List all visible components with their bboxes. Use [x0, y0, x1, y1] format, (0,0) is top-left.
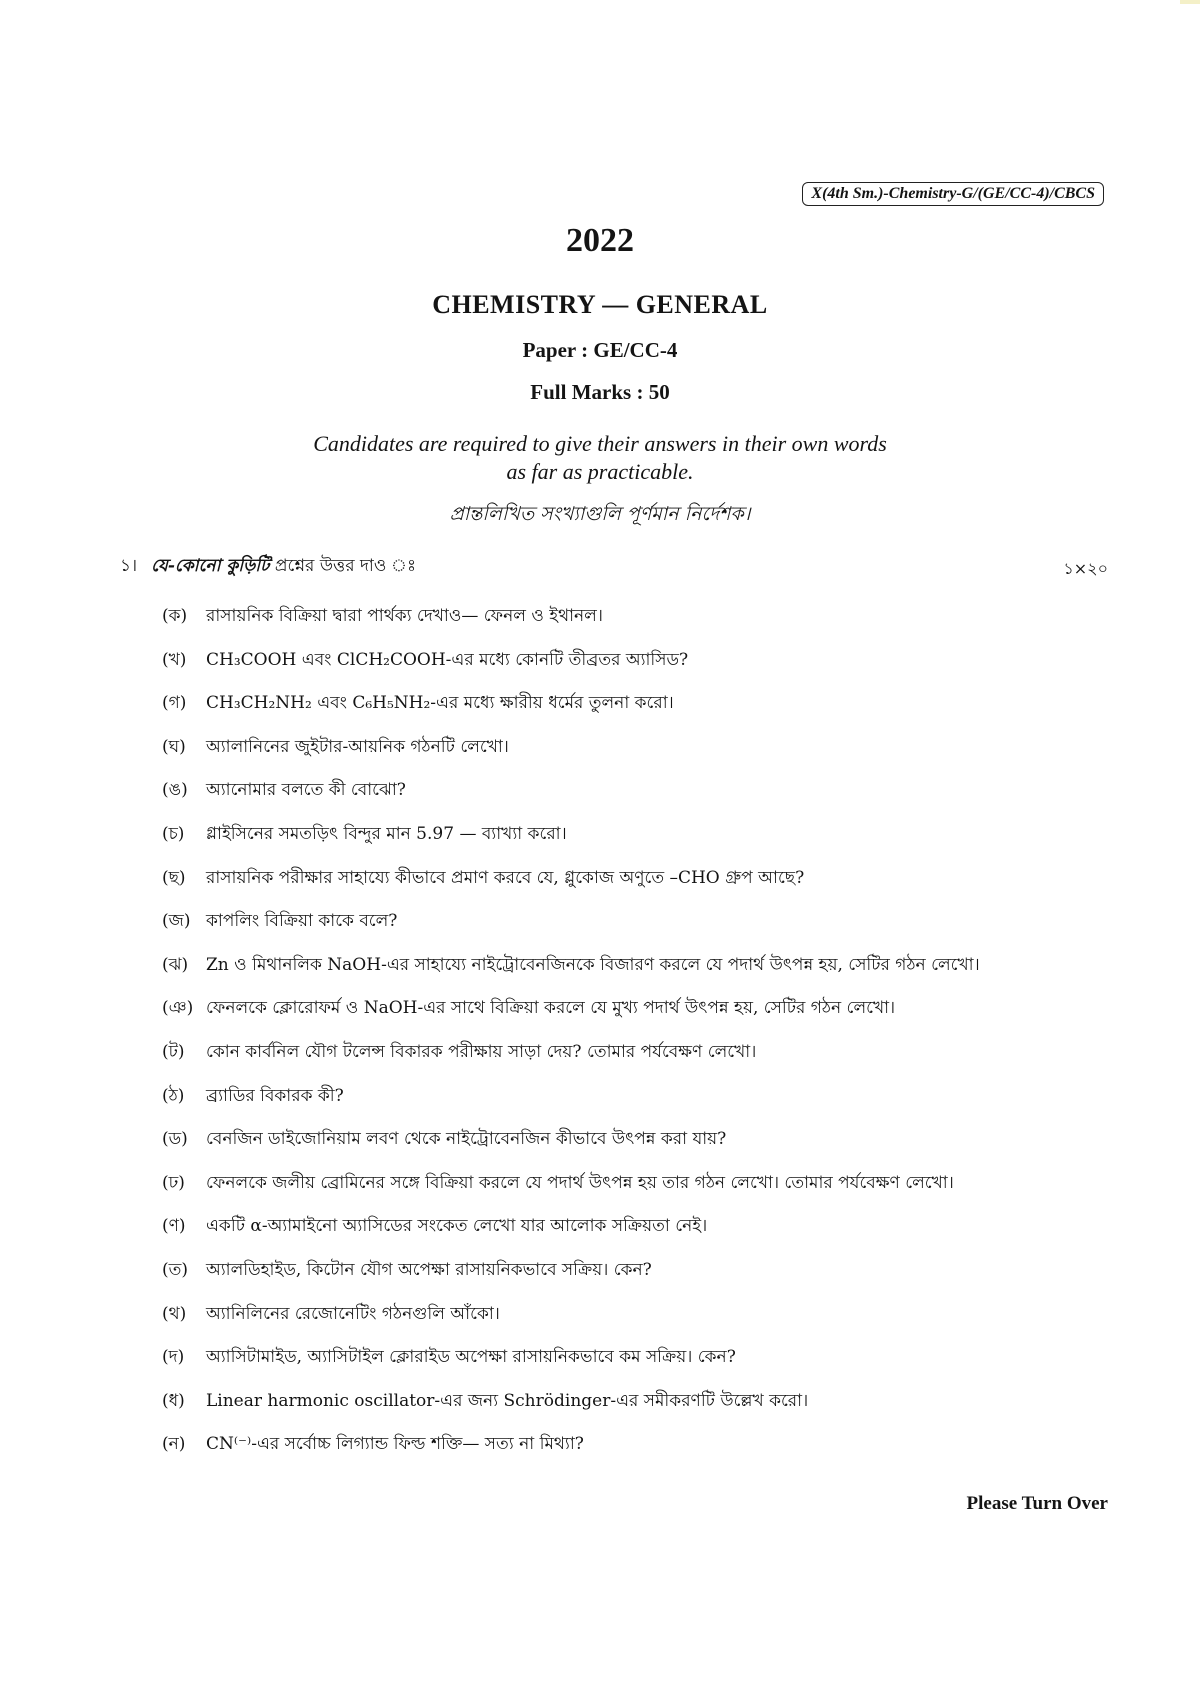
question-item-label: (চ) — [162, 824, 185, 844]
question-item — [162, 778, 406, 802]
question-item — [162, 691, 674, 715]
question-item — [162, 1214, 707, 1238]
question-item-label: (থ) — [162, 1304, 187, 1324]
instruction-line-2: as far as practicable. — [506, 459, 694, 484]
question-item-label: (ড) — [162, 1129, 188, 1149]
please-turn-over: Please Turn Over — [966, 1493, 1108, 1514]
paper-code-box: X(4th Sm.)-Chemistry-G/(GE/CC-4)/CBCS — [802, 182, 1104, 206]
question-item-text: কোন কার্বনিল যৌগ টলেন্স বিকারক পরীক্ষায় সাড়া দেয়? তোমার পর্যবেক্ষণ লেখো। — [206, 1042, 757, 1062]
scan-corner-mark — [1180, 0, 1200, 4]
question-item-label: (গ) — [162, 693, 187, 713]
question-item-text: অ্যানোমার বলতে কী বোঝো? — [206, 780, 406, 800]
question-item-label: (ন) — [162, 1434, 186, 1454]
question-item — [162, 1345, 736, 1369]
question-heading — [120, 553, 416, 581]
question-item — [162, 1171, 954, 1195]
question-item — [162, 648, 688, 672]
question-item — [162, 604, 603, 628]
question-item-label: (ঠ) — [162, 1086, 185, 1106]
question-item — [162, 1127, 726, 1151]
question-marks: ১×২০ — [1063, 559, 1108, 578]
question-prompt: প্রশ্নের উত্তর দাও ঃ — [269, 556, 417, 576]
subject-title: CHEMISTRY — GENERAL — [432, 290, 768, 319]
question-item-label: (ঝ) — [162, 955, 189, 975]
question-item-text: কাপলিং বিক্রিয়া কাকে বলে? — [206, 911, 398, 931]
question-item — [162, 1302, 500, 1326]
question-number: ১। — [120, 556, 138, 576]
exam-year: 2022 — [566, 222, 634, 259]
question-item-label: (ত) — [162, 1260, 189, 1280]
question-item-label: (ঢ) — [162, 1173, 185, 1193]
question-item-label: (খ) — [162, 650, 187, 670]
question-item-text: CN⁽⁻⁾-এর সর্বোচ্চ লিগ্যান্ড ফিল্ড শক্তি— সত্য না মিথ্যা? — [206, 1434, 584, 1454]
question-item-text: গ্লাইসিনের সমতড়িৎ বিন্দুর মান 5.97 — ব্যাখ্যা করো। — [206, 824, 567, 844]
question-item-text: CH₃COOH এবং ClCH₂COOH-এর মধ্যে কোনটি তীব্রতর অ্যাসিড? — [206, 650, 689, 670]
question-item-text: একটি α-অ্যামাইনো অ্যাসিডের সংকেত লেখো যার আলোক সক্রিয়তা নেই। — [206, 1216, 708, 1236]
instruction-line-1: Candidates are required to give their answers in their own words — [313, 431, 887, 456]
question-item — [162, 1389, 808, 1413]
question-item-label: (ধ) — [162, 1391, 185, 1411]
question-item-label: (জ) — [162, 911, 191, 931]
question-item — [162, 822, 567, 846]
question-item — [162, 909, 397, 933]
question-item-label: (ঞ) — [162, 998, 194, 1018]
full-marks: Full Marks : 50 — [530, 380, 670, 404]
question-item-text: রাসায়নিক পরীক্ষার সাহায্যে কীভাবে প্রমাণ করবে যে, গ্লুকোজ অণুতে –CHO গ্রুপ আছে? — [206, 868, 805, 888]
question-item — [162, 866, 804, 890]
question-item-label: (দ) — [162, 1347, 185, 1367]
question-item-text: Linear harmonic oscillator-এর জন্য Schrödinger-এর সমীকরণটি উল্লেখ করো। — [206, 1391, 809, 1411]
question-item-label: (ণ) — [162, 1216, 186, 1236]
question-item-label: (ঙ) — [162, 780, 188, 800]
question-item-text: বেনজিন ডাইজোনিয়াম লবণ থেকে নাইট্রোবেনজিন কীভাবে উৎপন্ন করা যায়? — [206, 1129, 727, 1149]
question-item-text: অ্যালানিনের জুইটার-আয়নিক গঠনটি লেখো। — [206, 737, 509, 757]
question-item-label: (ট) — [162, 1042, 185, 1062]
question-item — [162, 1258, 652, 1282]
question-item — [162, 1432, 584, 1456]
question-item-label: (ঘ) — [162, 737, 186, 757]
question-item-text: অ্যাসিটামাইড, অ্যাসিটাইল ক্লোরাইড অপেক্ষা রাসায়নিকভাবে কম সক্রিয়। কেন? — [206, 1347, 736, 1367]
question-item-text: অ্যানিলিনের রেজোনেটিং গঠনগুলি আঁকো। — [206, 1304, 500, 1324]
instruction-bengali: প্রান্তলিখিত সংখ্যাগুলি পূর্ণমান নির্দেশক। — [449, 503, 751, 525]
paper-code: Paper : GE/CC-4 — [522, 338, 678, 362]
question-prompt-emphasis: যে-কোনো কুড়িটি — [151, 556, 270, 576]
question-item-text: CH₃CH₂NH₂ এবং C₆H₅NH₂-এর মধ্যে ক্ষারীয় ধর্মের তুলনা করো। — [206, 693, 674, 713]
question-item-text: রাসায়নিক বিক্রিয়া দ্বারা পার্থক্য দেখাও— ফেনল ও ইথানল। — [206, 606, 603, 626]
question-item-text: ফেনলকে জলীয় ব্রোমিনের সঙ্গে বিক্রিয়া করলে যে পদার্থ উৎপন্ন হয় তার গঠন লেখো। তোমার পর্যবেক্ষণ লেখো। — [206, 1173, 954, 1193]
question-item — [162, 1040, 756, 1064]
question-item-label: (ক) — [162, 606, 188, 626]
question-item-text: Zn ও মিথানলিক NaOH-এর সাহায্যে নাইট্রোবেনজিনকে বিজারণ করলে যে পদার্থ উৎপন্ন হয়, সেটির গঠন লেখো। — [206, 955, 980, 975]
question-item — [162, 953, 980, 977]
question-item — [162, 996, 895, 1020]
question-item-text: অ্যালডিহাইড, কিটোন যৌগ অপেক্ষা রাসায়নিকভাবে সক্রিয়। কেন? — [206, 1260, 652, 1280]
question-item-text: ব্র্যাডির বিকারক কী? — [206, 1086, 344, 1106]
question-item — [162, 1084, 344, 1108]
question-item-label: (ছ) — [162, 868, 186, 888]
question-item — [162, 735, 509, 759]
question-item-text: ফেনলকে ক্লোরোফর্ম ও NaOH-এর সাথে বিক্রিয়া করলে যে মুখ্য পদার্থ উৎপন্ন হয়, সেটির গঠন লেখো। — [206, 998, 896, 1018]
